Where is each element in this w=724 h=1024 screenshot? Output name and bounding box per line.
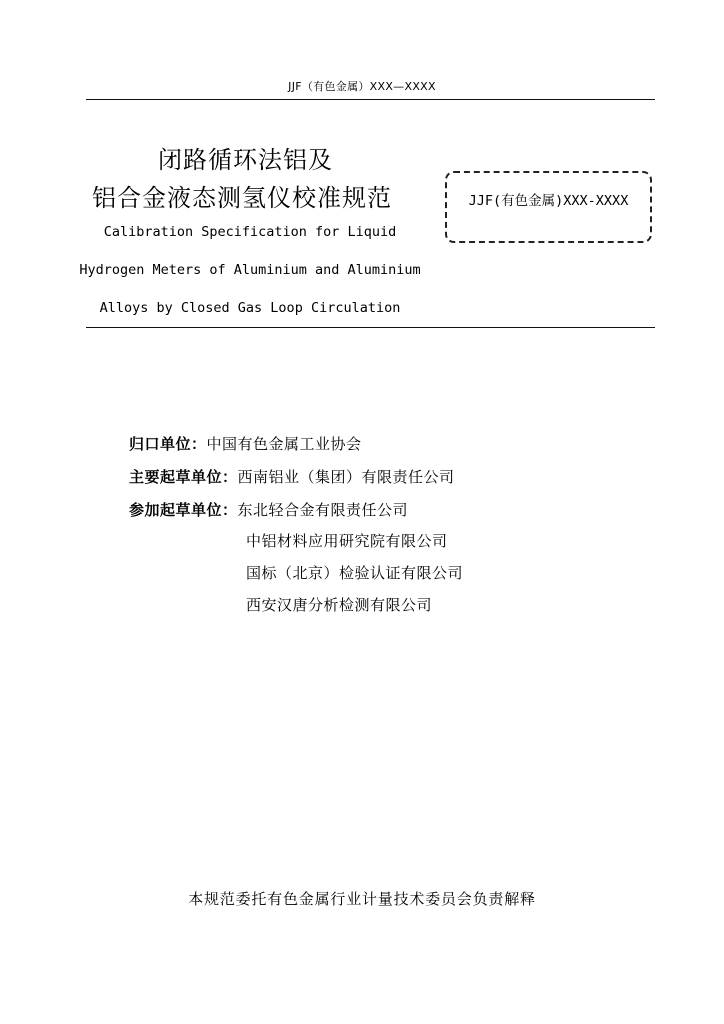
- participant-item: 中铝材料应用研究院有限公司: [246, 532, 448, 550]
- participants-row: [129, 499, 408, 520]
- header-rule: [86, 99, 655, 100]
- main-drafter-row: [129, 466, 455, 487]
- main-drafter-label: 主要起草单位：: [129, 468, 238, 486]
- participant-item: 东北轻合金有限责任公司: [237, 501, 409, 519]
- title-rule: [86, 327, 655, 328]
- main-drafter-value: 西南铝业（集团）有限责任公司: [237, 468, 455, 486]
- title-en-line3: Alloys by Closed Gas Loop Circulation: [99, 300, 401, 316]
- responsible-unit-label: 归口单位：: [129, 435, 207, 453]
- title-zh-line2: 铝合金液态测氢仪校准规范: [92, 184, 392, 212]
- responsible-unit-row: [129, 433, 362, 454]
- participants-label: 参加起草单位：: [129, 501, 238, 519]
- title-zh-line1: 闭路循环法铝及: [158, 146, 333, 174]
- title-en-line2: Hydrogen Meters of Aluminium and Aluminium: [79, 262, 421, 278]
- title-en-line1: Calibration Specification for Liquid: [103, 224, 397, 240]
- responsible-unit-value: 中国有色金属工业协会: [206, 435, 362, 453]
- running-header: JJF（有色金属）XXX—XXXX: [288, 80, 436, 93]
- participant-item: 国标（北京）检验认证有限公司: [246, 564, 464, 582]
- interpretation-note: 本规范委托有色金属行业计量技术委员会负责解释: [188, 890, 536, 908]
- document-code-box: [445, 171, 652, 243]
- participant-item: 西安汉唐分析检测有限公司: [246, 596, 433, 614]
- document-code: JJF(有色金属)XXX-XXXX: [468, 193, 629, 209]
